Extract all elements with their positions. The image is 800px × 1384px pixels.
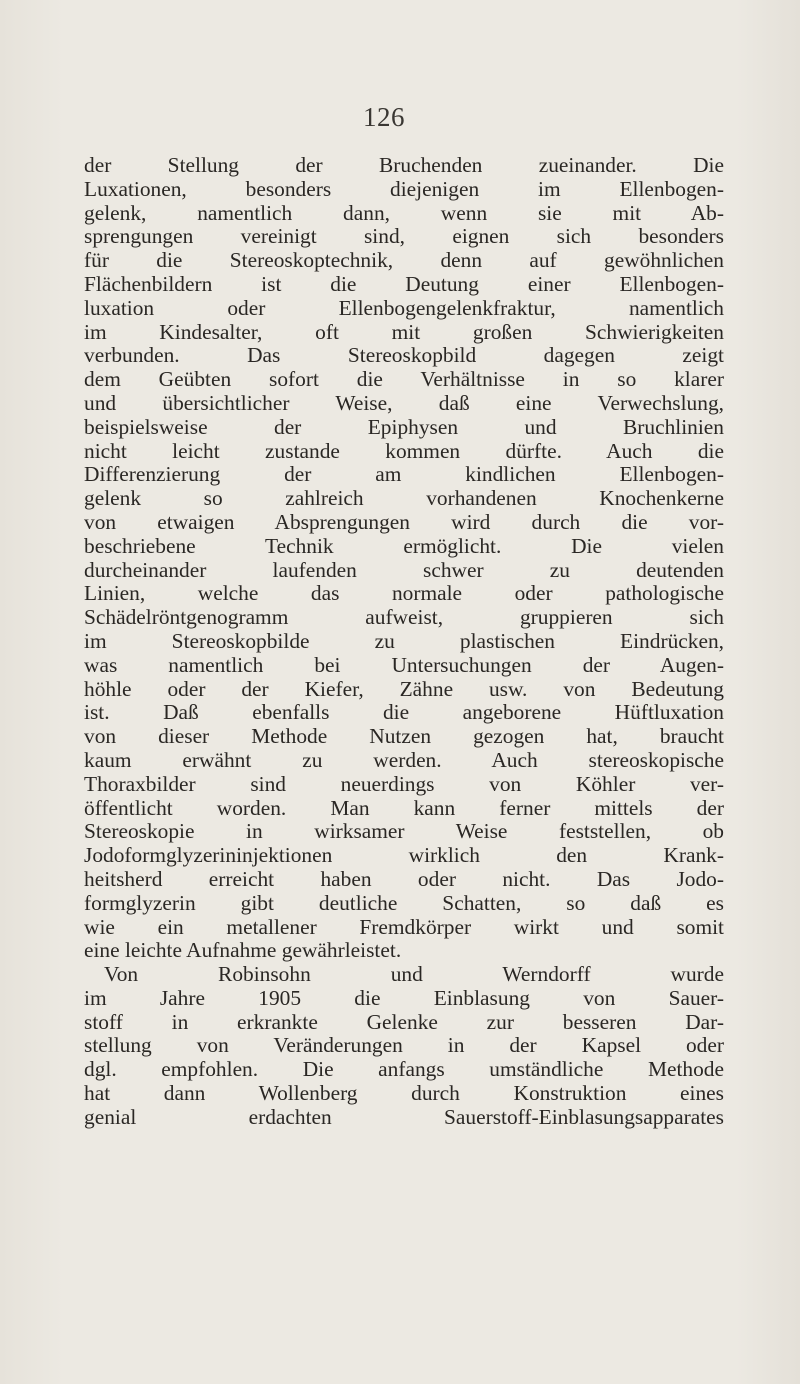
text-line: öffentlicht worden. Man kann ferner mittels der bbox=[84, 795, 724, 820]
text-line: und übersichtlicher Weise, daß eine Verwechslung, bbox=[84, 390, 724, 415]
text-line: Luxationen, besonders diejenigen im Ellenbogen- bbox=[84, 176, 724, 201]
text-line: für die Stereoskoptechnik, denn auf gewöhnlichen bbox=[84, 248, 724, 273]
text-line: gelenk so zahlreich vorhandenen Knochenkerne bbox=[84, 486, 724, 511]
text-line: der Stellung der Bruchenden zueinander. Die bbox=[84, 153, 724, 177]
text-line: beispielsweise der Epiphysen und Bruchlinien bbox=[84, 414, 724, 439]
text-line: im Jahre 1905 die Einblasung von Sauer- bbox=[84, 985, 724, 1010]
page-number: 126 bbox=[363, 102, 405, 132]
paragraph-end-line: eine leichte Aufnahme gewährleistet. bbox=[84, 938, 402, 963]
text-line: Linien, welche das normale oder pathologische bbox=[84, 581, 724, 606]
text-line: stellung von Veränderungen in der Kapsel oder bbox=[84, 1033, 724, 1058]
body-text bbox=[84, 154, 724, 1130]
text-line: von dieser Methode Nutzen gezogen hat, braucht bbox=[84, 724, 724, 749]
text-line: gelenk, namentlich dann, wenn sie mit Ab- bbox=[84, 200, 724, 225]
text-line: genial erdachten Sauerstoff-Einblasungsapparates bbox=[84, 1104, 724, 1129]
text-line: wie ein metallener Fremdkörper wirkt und somit bbox=[84, 914, 724, 939]
text-line: dgl. empfohlen. Die anfangs umständliche Methode bbox=[84, 1057, 724, 1082]
paragraph-start-line: Von Robinsohn und Werndorff wurde bbox=[104, 962, 724, 987]
text-line: Differenzierung der am kindlichen Ellenbogen- bbox=[84, 462, 724, 487]
text-line: nicht leicht zustande kommen dürfte. Auch die bbox=[84, 438, 724, 463]
text-line: Flächenbildern ist die Deutung einer Ellenbogen- bbox=[84, 271, 724, 296]
text-line: Jodoformglyzerininjektionen wirklich den Krank- bbox=[84, 843, 724, 868]
text-line: stoff in erkrankte Gelenke zur besseren Dar- bbox=[84, 1009, 724, 1034]
text-line: durcheinander laufenden schwer zu deutenden bbox=[84, 557, 724, 582]
text-line: verbunden. Das Stereoskopbild dagegen zeigt bbox=[84, 343, 724, 368]
text-line: formglyzerin gibt deutliche Schatten, so daß es bbox=[84, 890, 724, 915]
text-line: Stereoskopie in wirksamer Weise feststellen, ob bbox=[84, 819, 724, 844]
text-line: dem Geübten sofort die Verhältnisse in so klarer bbox=[84, 367, 724, 392]
text-line: Schädelröntgenogramm aufweist, gruppieren sich bbox=[84, 605, 724, 630]
text-line: im Stereoskopbilde zu plastischen Eindrücken, bbox=[84, 628, 724, 653]
text-line: sprengungen vereinigt sind, eignen sich besonders bbox=[84, 224, 724, 249]
text-line: heitsherd erreicht haben oder nicht. Das Jodo- bbox=[84, 866, 724, 891]
text-line: ist. Daß ebenfalls die angeborene Hüftluxation bbox=[84, 700, 724, 725]
text-line: beschriebene Technik ermöglicht. Die vielen bbox=[84, 533, 724, 558]
text-line: kaum erwähnt zu werden. Auch stereoskopische bbox=[84, 747, 724, 772]
text-line: luxation oder Ellenbogengelenkfraktur, namentlich bbox=[84, 295, 724, 320]
text-line: höhle oder der Kiefer, Zähne usw. von Bedeutung bbox=[84, 676, 724, 701]
text-line: was namentlich bei Untersuchungen der Augen- bbox=[84, 652, 724, 677]
text-line: im Kindesalter, oft mit großen Schwierigkeiten bbox=[84, 319, 724, 344]
text-line: Thoraxbilder sind neuerdings von Köhler ver- bbox=[84, 771, 724, 796]
text-line: von etwaigen Absprengungen wird durch die vor- bbox=[84, 509, 724, 534]
text-line: hat dann Wollenberg durch Konstruktion eines bbox=[84, 1081, 724, 1106]
